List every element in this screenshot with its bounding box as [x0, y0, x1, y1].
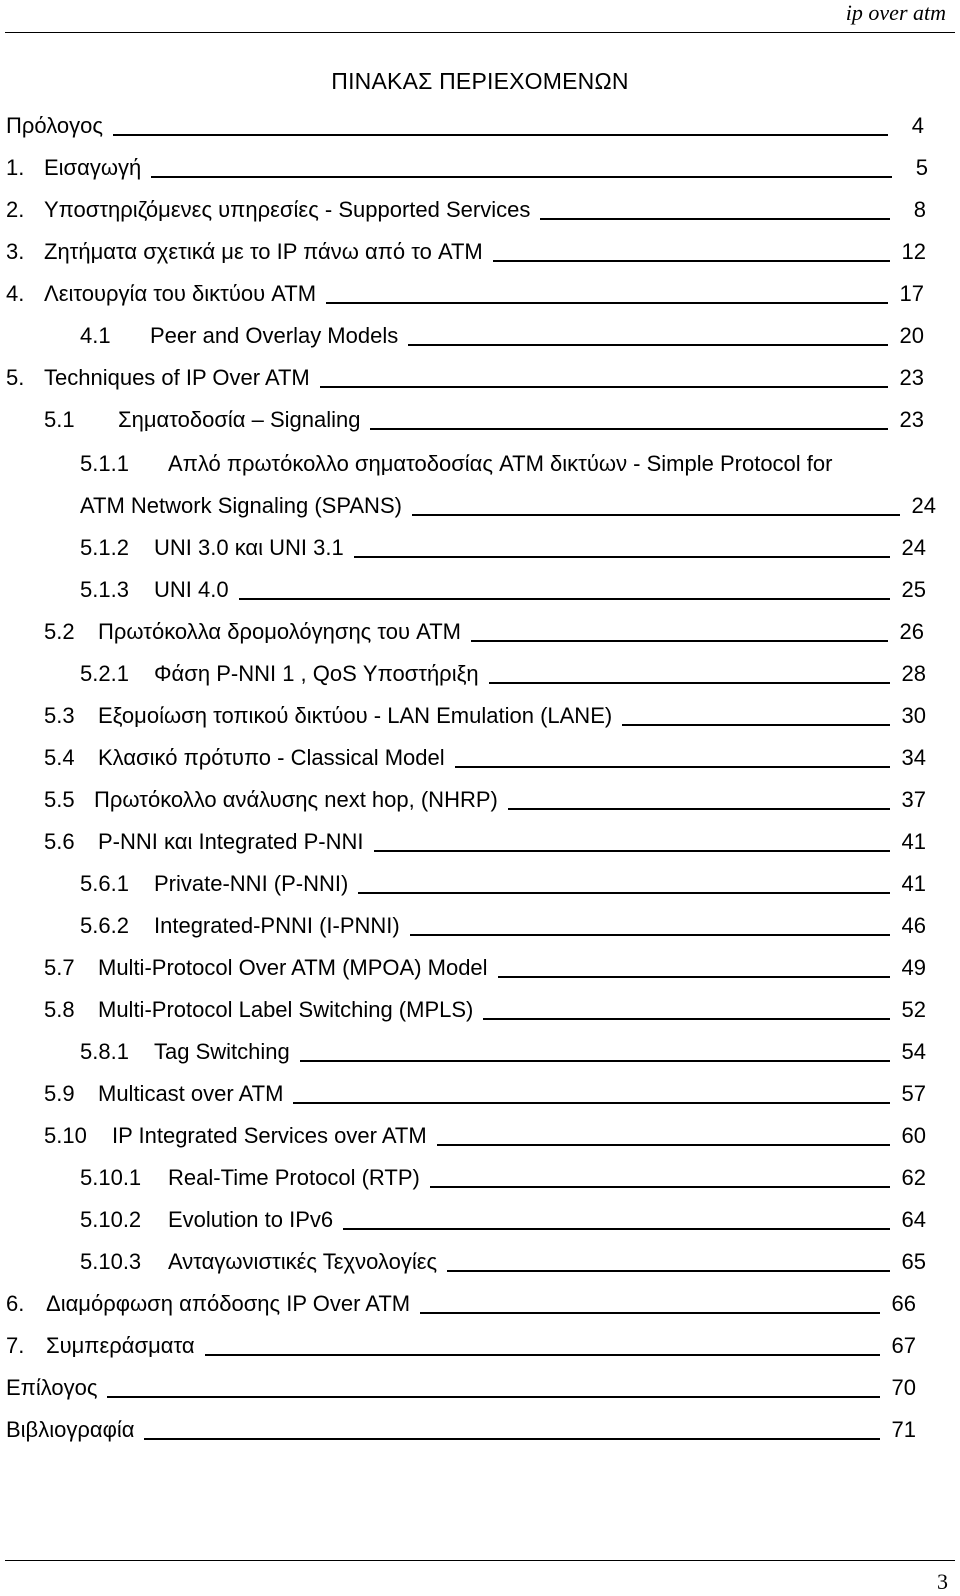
- toc-entry-page: 4: [911, 113, 924, 138]
- toc-entry[interactable]: [44, 616, 924, 648]
- toc-entry-page: 20: [899, 323, 924, 348]
- toc-leader-line: [107, 1396, 880, 1398]
- toc-entry-page: 57: [901, 1081, 926, 1106]
- toc-leader-line: [483, 1018, 890, 1020]
- toc-entry[interactable]: [80, 1204, 926, 1236]
- toc-entry[interactable]: [6, 1414, 916, 1446]
- toc-leader-line: [498, 976, 890, 978]
- toc-leader-line: [374, 850, 890, 852]
- toc-leader-line: [508, 808, 890, 810]
- toc-entry-label: Βιβλιογραφία: [6, 1417, 135, 1442]
- toc-entry[interactable]: [44, 404, 924, 436]
- toc-entry[interactable]: [6, 236, 926, 268]
- toc-entry-label: IP Integrated Services over ATM: [112, 1123, 427, 1148]
- toc-entry-label: Απλό πρωτόκολλο σηματοδοσίας ATM δικτύων - Simple Protocol for: [168, 451, 833, 476]
- toc-entry-page: 23: [899, 407, 924, 432]
- toc-entry[interactable]: [80, 910, 926, 942]
- toc-entry-number: 5.10.1: [80, 1165, 142, 1190]
- toc-entry[interactable]: [6, 1288, 916, 1320]
- toc-entry-label: Υποστηριζόμενες υπηρεσίες - Supported Services: [44, 197, 531, 222]
- toc-leader-line: [412, 514, 900, 516]
- toc-entry[interactable]: [6, 278, 924, 310]
- toc-entry-number: 2.: [6, 197, 25, 222]
- toc-entry-label: UNI 3.0 και UNI 3.1: [154, 535, 344, 560]
- toc-leader-line: [354, 556, 890, 558]
- toc-entry-number: 5.2.1: [80, 661, 129, 686]
- toc-entry[interactable]: [44, 700, 926, 732]
- toc-entry-page: 37: [901, 787, 926, 812]
- toc-entry-label: Κλασικό πρότυπο - Classical Model: [98, 745, 445, 770]
- toc-leader-line: [455, 766, 890, 768]
- toc-entry-label: Ανταγωνιστικές Τεχνολογίες: [168, 1249, 438, 1274]
- toc-entry[interactable]: [44, 952, 926, 984]
- toc-entry-label: Επίλογος: [6, 1375, 98, 1400]
- toc-entry[interactable]: [80, 574, 926, 606]
- toc-leader-line: [144, 1438, 880, 1440]
- toc-entry-number: 5.5: [44, 787, 75, 812]
- toc-entry-page: 34: [901, 745, 926, 770]
- toc-entry-number: 5.8: [44, 997, 75, 1022]
- toc-entry-page: 41: [901, 829, 926, 854]
- toc-entry-number: 5.3: [44, 703, 75, 728]
- toc-entry-page: 60: [901, 1123, 926, 1148]
- toc-leader-line: [151, 176, 892, 178]
- toc-entry-page: 23: [899, 365, 924, 390]
- toc-entry[interactable]: [80, 320, 924, 352]
- toc-entry-label: Ζητήματα σχετικά με το IP πάνω από το ATM: [44, 239, 483, 264]
- toc-leader-line: [326, 302, 888, 304]
- toc-entry-label: Λειτουργία του δικτύου ATM: [44, 281, 317, 306]
- toc-leader-line: [437, 1144, 890, 1146]
- toc-entry-label: Πρωτόκολλα δρομολόγησης του ATM: [98, 619, 461, 644]
- toc-entry-number: 6.: [6, 1291, 25, 1316]
- header-rule: [5, 32, 955, 33]
- toc-entry-number: 5.1.2: [80, 535, 129, 560]
- toc-entry-page: 54: [901, 1039, 926, 1064]
- toc-entry[interactable]: [6, 110, 924, 142]
- toc-entry-number: 7.: [6, 1333, 25, 1358]
- toc-entry-number: 5.10: [44, 1123, 87, 1148]
- toc-entry[interactable]: [6, 362, 924, 394]
- toc-leader-line: [358, 892, 890, 894]
- toc-entry-page: 25: [901, 577, 926, 602]
- toc-entry-page: 41: [901, 871, 926, 896]
- toc-entry-number: 5.1.1: [80, 451, 129, 476]
- toc-entry[interactable]: [44, 994, 926, 1026]
- toc-entry-number: 5.1: [44, 407, 75, 432]
- footer-rule: [5, 1560, 955, 1561]
- toc-entry[interactable]: [6, 152, 928, 184]
- toc-entry-number: 5.6: [44, 829, 75, 854]
- toc-leader-line: [205, 1354, 880, 1356]
- toc-title: ΠΙΝΑΚΑΣ ΠΕΡΙΕΧΟΜΕΝΩΝ: [331, 68, 629, 94]
- toc-leader-line: [113, 134, 888, 136]
- toc-leader-line: [447, 1270, 890, 1272]
- toc-entry[interactable]: [44, 742, 926, 774]
- toc-entry[interactable]: [80, 1162, 926, 1194]
- toc-entry-page: 70: [891, 1375, 916, 1400]
- toc-entry-label: P-NNI και Integrated P-NNI: [98, 829, 364, 854]
- page-number: 3: [937, 1569, 948, 1594]
- toc-entry-page: 24: [901, 535, 926, 560]
- toc-entry-label: Διαμόρφωση απόδοσης IP Over ATM: [46, 1291, 411, 1316]
- toc-entry-label: Multicast over ATM: [98, 1081, 284, 1106]
- toc-entry[interactable]: [44, 826, 926, 858]
- toc-entry-label: Multi-Protocol Label Switching (MPLS): [98, 997, 474, 1022]
- toc-entry[interactable]: [6, 1330, 916, 1362]
- toc-entry-first-line[interactable]: [80, 448, 832, 480]
- toc-entry[interactable]: [6, 1372, 916, 1404]
- toc-entry-label: Tag Switching: [154, 1039, 290, 1064]
- toc-entry-page: 49: [901, 955, 926, 980]
- toc-leader-line: [408, 344, 888, 346]
- toc-entry-label: Συμπεράσματα: [46, 1333, 195, 1358]
- toc-entry-page: 71: [891, 1417, 916, 1442]
- toc-leader-line: [239, 598, 890, 600]
- toc-entry-label-continued: ATM Network Signaling (SPANS): [80, 493, 402, 518]
- toc-entry-label: Πρωτόκολλο ανάλυσης next hop, (NHRP): [94, 787, 498, 812]
- toc-entry-number: 5.2: [44, 619, 75, 644]
- toc-leader-line: [430, 1186, 890, 1188]
- toc-leader-line: [471, 640, 888, 642]
- toc-entry-number: 4.1: [80, 323, 111, 348]
- toc-entry-number: 4.: [6, 281, 25, 306]
- toc-entry-number: 5.7: [44, 955, 75, 980]
- toc-entry-page: 12: [901, 239, 926, 264]
- toc-leader-line: [489, 682, 890, 684]
- toc-entry-page: 28: [901, 661, 926, 686]
- toc-entry-number: 5.6.2: [80, 913, 129, 938]
- toc-entry-page: 65: [901, 1249, 926, 1274]
- toc-entry-label: Φάση P-NNI 1 , QoS Υποστήριξη: [154, 661, 479, 686]
- toc-leader-line: [493, 260, 890, 262]
- toc-entry-page: 64: [901, 1207, 926, 1232]
- toc-leader-line: [320, 386, 888, 388]
- toc-entry[interactable]: [44, 784, 926, 816]
- toc-leader-line: [300, 1060, 890, 1062]
- toc-entry-number: 1.: [6, 155, 25, 180]
- toc-leader-line: [293, 1102, 890, 1104]
- toc-leader-line: [370, 428, 888, 430]
- toc-entry[interactable]: [6, 194, 926, 226]
- toc-entry-label: Real-Time Protocol (RTP): [168, 1165, 420, 1190]
- toc-leader-line: [343, 1228, 890, 1230]
- toc-entry-page: 26: [899, 619, 924, 644]
- toc-entry-number: 5.6.1: [80, 871, 129, 896]
- toc-entry-label: Πρόλογος: [6, 113, 103, 138]
- toc-entry-label: Σηματοδοσία – Signaling: [118, 407, 361, 432]
- toc-entry-label: Evolution to IPv6: [168, 1207, 334, 1232]
- toc-entry[interactable]: [80, 532, 926, 564]
- toc-entry[interactable]: [80, 490, 936, 522]
- toc-entry-number: 5.10.3: [80, 1249, 142, 1274]
- toc-entry-number: 3.: [6, 239, 25, 264]
- toc-entry-page: 5: [915, 155, 928, 180]
- toc-entry-page: 66: [891, 1291, 916, 1316]
- toc-leader-line: [420, 1312, 880, 1314]
- toc-entry-label: Integrated-PNNI (I-PNNI): [154, 913, 400, 938]
- toc-leader-line: [622, 724, 890, 726]
- toc-entry-page: 46: [901, 913, 926, 938]
- toc-entry[interactable]: [80, 1036, 926, 1068]
- toc-entry-number: 5.9: [44, 1081, 75, 1106]
- toc-entry-label: Εξομοίωση τοπικού δικτύου - LAN Emulation (LANE): [98, 703, 613, 728]
- toc-entry-number: 5.10.2: [80, 1207, 142, 1232]
- toc-entry-page: 24: [911, 493, 936, 518]
- toc-entry-label: Techniques of IP Over ATM: [44, 365, 310, 390]
- toc-entry-page: 62: [901, 1165, 926, 1190]
- toc-entry-label: Εισαγωγή: [44, 155, 142, 180]
- toc-entry-number: 5.1.3: [80, 577, 129, 602]
- toc-entry-page: 8: [913, 197, 926, 222]
- toc-entry-number: 5.4: [44, 745, 75, 770]
- toc-leader-line: [410, 934, 890, 936]
- toc-entry[interactable]: [80, 868, 926, 900]
- toc-leader-line: [540, 218, 890, 220]
- toc-entry-page: 52: [901, 997, 926, 1022]
- toc-entry-number: 5.8.1: [80, 1039, 129, 1064]
- toc-entry-label: Multi-Protocol Over ATM (MPOA) Model: [98, 955, 488, 980]
- toc-entry[interactable]: [80, 1246, 926, 1278]
- toc-entry[interactable]: [80, 658, 926, 690]
- toc-entry-label: Private-NNI (P-NNI): [154, 871, 349, 896]
- toc-entry-number: 5.: [6, 365, 25, 390]
- toc-entry-page: 30: [901, 703, 926, 728]
- toc-entry[interactable]: [44, 1120, 926, 1152]
- toc-entry-page: 67: [891, 1333, 916, 1358]
- toc-entry-label: Peer and Overlay Models: [150, 323, 399, 348]
- running-header: ip over atm: [845, 0, 946, 25]
- toc-entry-page: 17: [899, 281, 924, 306]
- toc-entry-label: UNI 4.0: [154, 577, 229, 602]
- toc-entry[interactable]: [44, 1078, 926, 1110]
